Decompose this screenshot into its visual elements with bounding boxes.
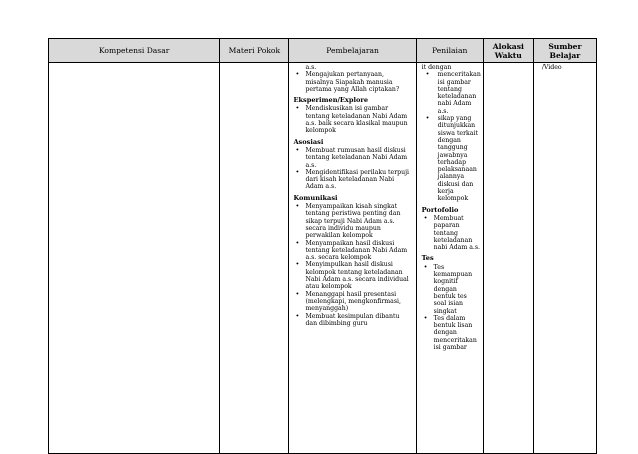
header-materi-pokok: Materi Pokok	[220, 39, 289, 63]
portofolio-list	[422, 215, 481, 251]
header-sumber-line1: Sumber	[548, 41, 582, 51]
cell-alokasi-waktu	[483, 63, 533, 454]
list-item: • Menyampaikan kisah singkat tentang peristiwa penting dan sikap terpuji Nabi Adam a.s. secara individu maupun perwakilan kelompok	[293, 203, 411, 239]
list-item: • Menanggapi hasil presentasi (melengkapi, mengkonfirmasi, menyanggah)	[293, 291, 411, 313]
header-alokasi-line1: Alokasi	[492, 41, 524, 51]
list-item: • Mendiskusikan isi gambar tentang keteladanan Nabi Adam a.s. baik secara klasikal maupun kelompok	[293, 105, 411, 134]
cell-pembelajaran	[289, 63, 416, 454]
header-sumber-belajar	[533, 39, 596, 63]
tes-list	[422, 264, 481, 352]
list-item: • Tes kemampuan kognitif dengan bentuk tes soal isian singkat	[422, 264, 478, 315]
list-item: • Mengidentifikasi perilaku terpuji dari kisah keteladanan Nabi Adam a.s.	[293, 169, 411, 191]
pembelajaran-top-list	[293, 71, 411, 93]
section-title-asosiasi: Asosiasi	[293, 137, 324, 146]
pembelajaran-continue: a.s.	[305, 64, 317, 71]
cell-penilaian	[416, 63, 483, 454]
section-title-komunikasi: Komunikasi	[293, 193, 338, 202]
table-header-row	[49, 39, 597, 63]
header-alokasi-line2: Waktu	[494, 50, 522, 60]
section-title-tes: Tes	[421, 254, 434, 263]
asosiasi-list	[293, 147, 411, 191]
sumber-belajar-text: /Video	[541, 64, 562, 71]
section-title-portofolio: Portofolio	[421, 205, 459, 214]
list-item: • Membuat rumusan hasil diskusi tentang keteladanan Nabi Adam a.s.	[293, 147, 411, 169]
cell-sumber-belajar	[533, 63, 596, 454]
list-item: • Mengajukan pertanyaan, misalnya Siapakah manusia pertama yang Allah ciptakan?	[293, 71, 411, 93]
penilaian-top-list	[422, 71, 481, 202]
cell-kompetensi-dasar	[49, 63, 220, 454]
list-item: • Membuat kesimpulan dibantu dan dibimbing guru	[293, 313, 411, 328]
header-pembelajaran: Pembelajaran	[289, 39, 416, 63]
table-row	[49, 63, 597, 454]
section-title-eksplorasi: Eksperimen/Explore	[293, 96, 369, 105]
list-item: • Tes dalam bentuk lisan dengan menceritakan isi gambar	[422, 315, 478, 351]
header-alokasi-waktu	[483, 39, 533, 63]
list-item: • Menyampaikan hasil diskusi tentang keteladanan Nabi Adam a.s. secara kelompok	[293, 240, 411, 262]
list-item: • sikap yang ditunjukkan siswa terkait dengan tanggung jawabnya terhadap pelaksanaan jalannya diskusi dan kerja kelompok	[424, 115, 482, 203]
rpp-table	[48, 38, 597, 454]
header-kompetensi-dasar: Kompetensi Dasar	[49, 39, 220, 63]
eksplorasi-list	[293, 105, 411, 134]
komunikasi-list	[293, 203, 411, 327]
list-item: • menceritakan isi gambar tentang keteladanan nabi Adam a.s.	[424, 71, 482, 115]
list-item: • Membuat paparan tentang keteladanan nabi Adam a.s.	[422, 215, 481, 251]
penilaian-continue: it dengan	[421, 64, 452, 71]
cell-materi-pokok	[220, 63, 289, 454]
header-sumber-line2: Belajar	[549, 50, 581, 60]
header-penilaian: Penilaian	[416, 39, 483, 63]
list-item: • Menyimpulkan hasil diskusi kelompok tentang keteladanan Nabi Adam a.s. secara individual atau kelompok	[293, 261, 411, 290]
